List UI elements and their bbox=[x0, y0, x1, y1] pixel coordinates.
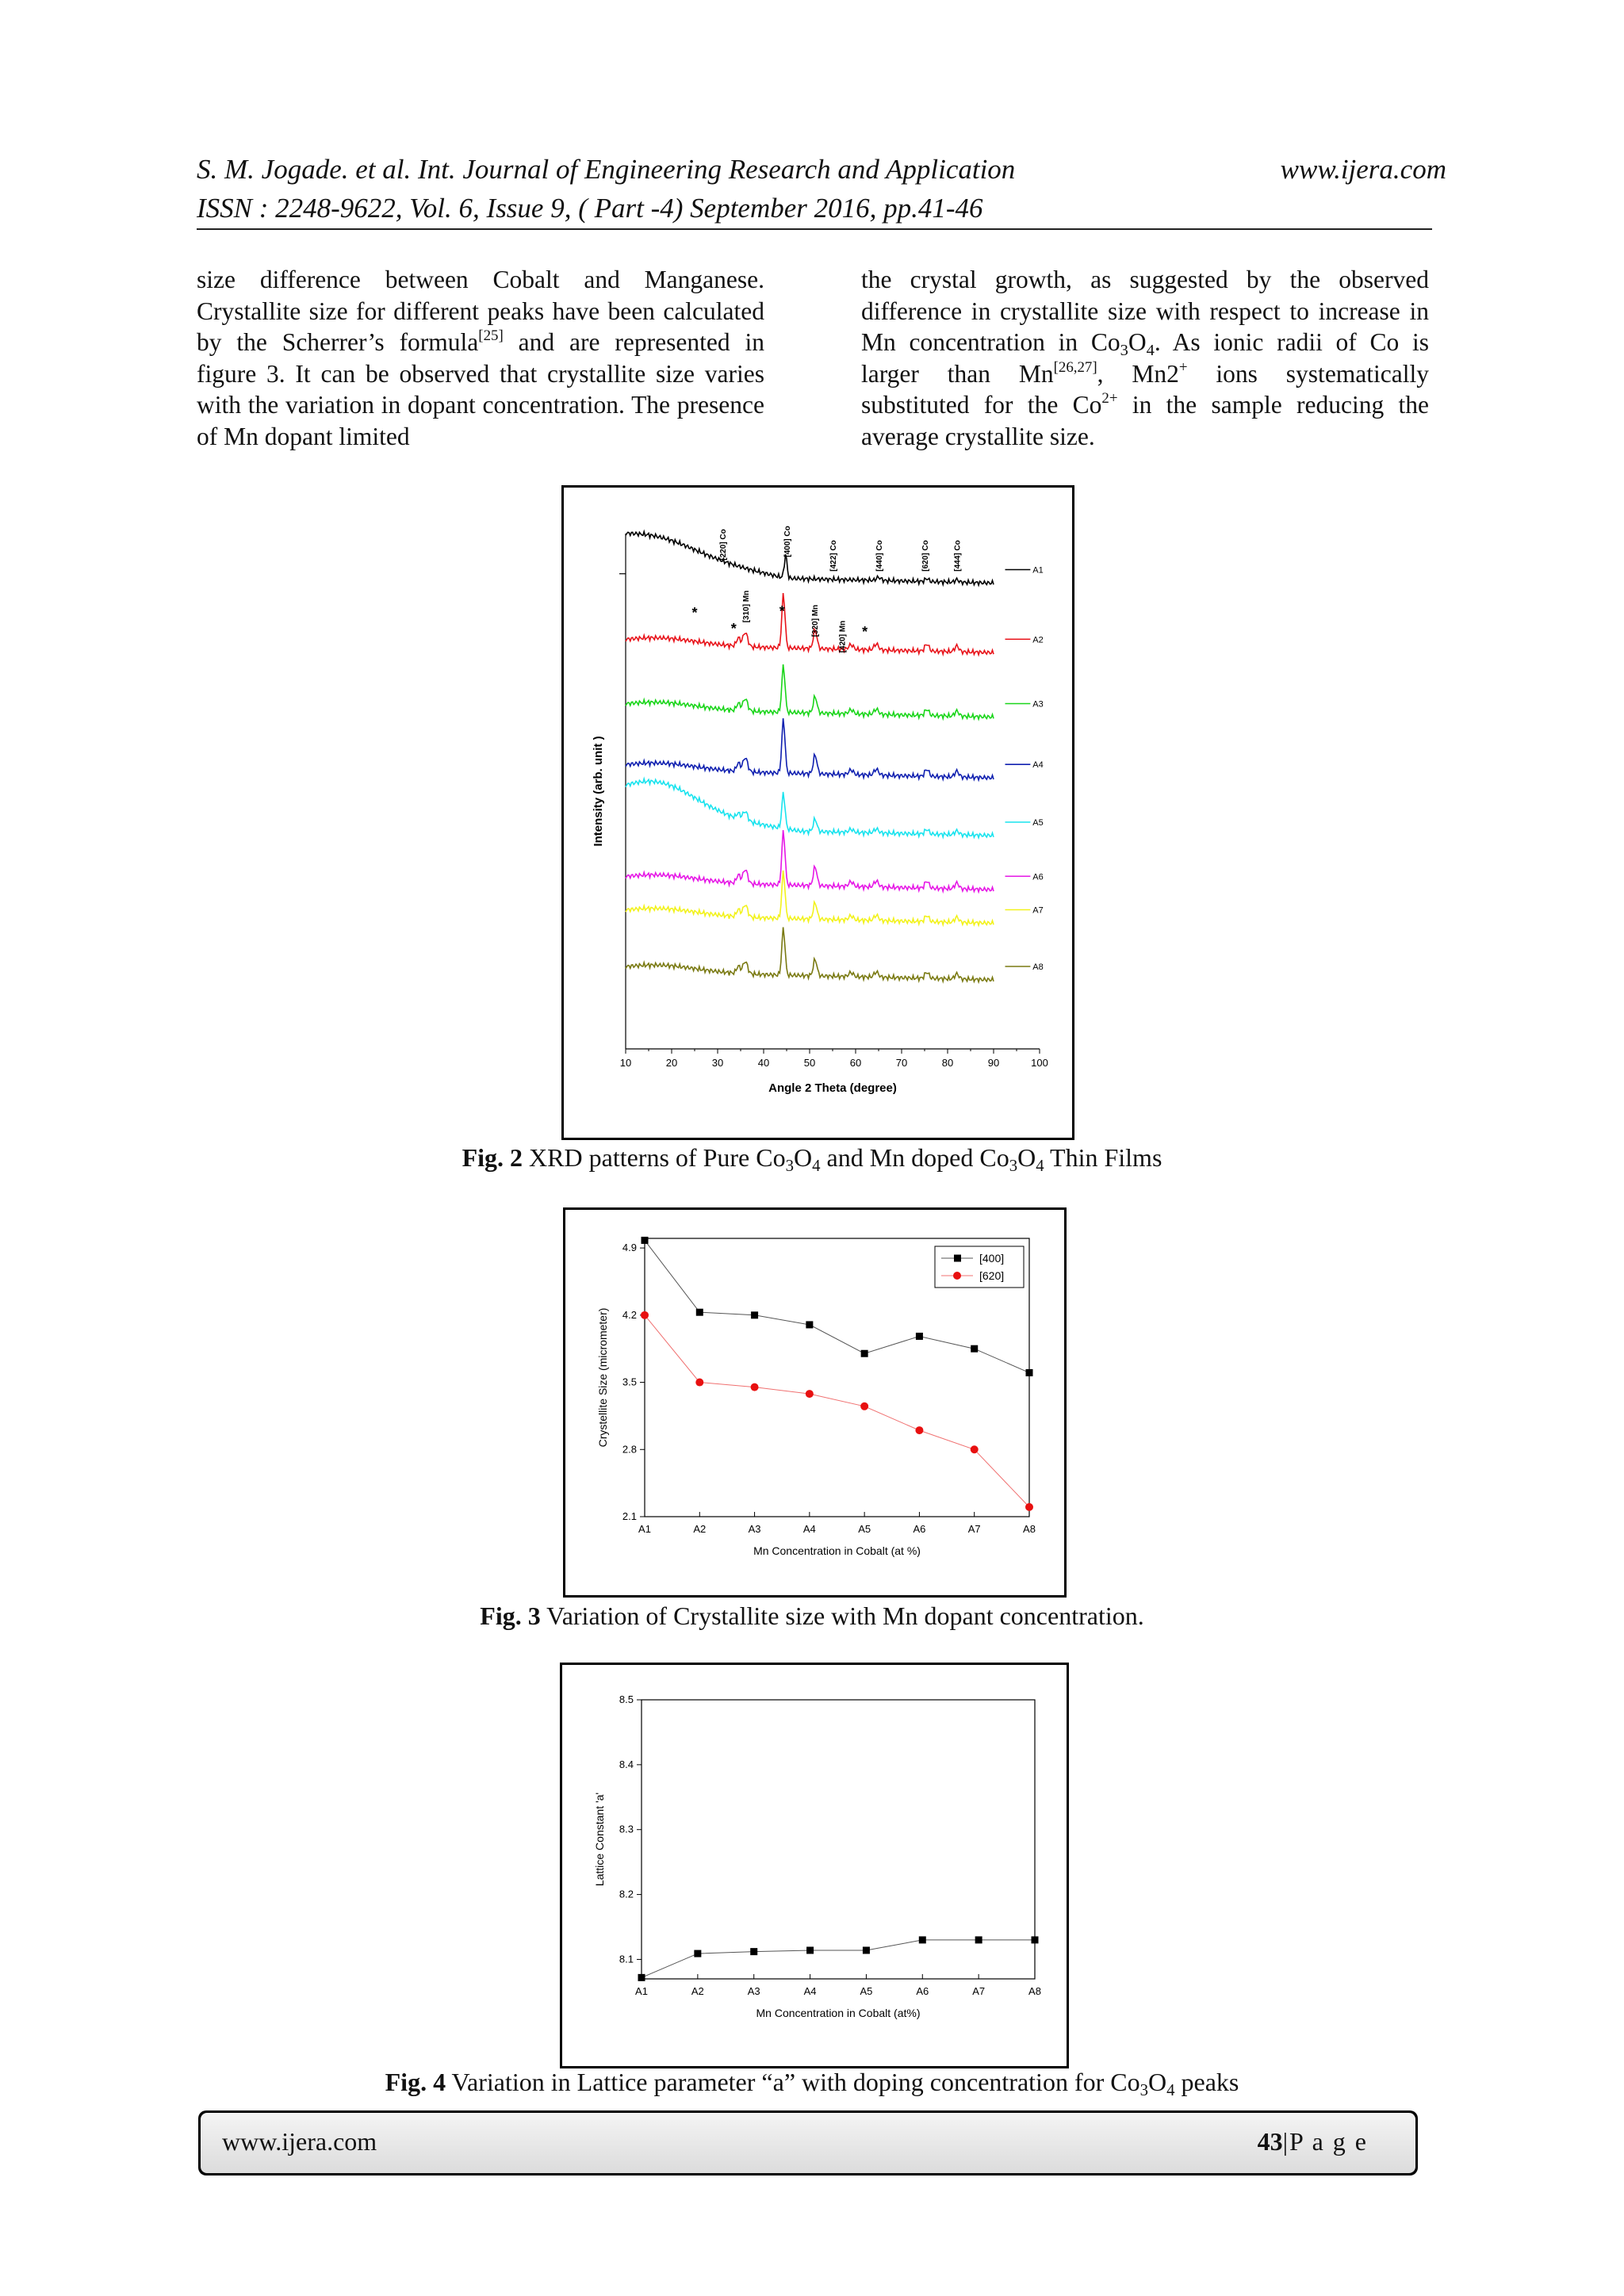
subscript: 3 bbox=[1009, 1157, 1018, 1176]
x-tick-label: A4 bbox=[803, 1985, 817, 1997]
data-point-square bbox=[806, 1321, 813, 1328]
x-tick-label: 20 bbox=[665, 1057, 678, 1069]
x-tick-label: A3 bbox=[747, 1985, 760, 1997]
x-tick-label: A5 bbox=[858, 1523, 871, 1535]
x-tick-label: A3 bbox=[748, 1523, 761, 1535]
x-axis-label: Angle 2 Theta (degree) bbox=[768, 1081, 897, 1095]
x-tick-label: A8 bbox=[1023, 1523, 1036, 1535]
x-tick-label: 60 bbox=[849, 1057, 862, 1069]
y-axis-label: Intensity (arb. unit ) bbox=[592, 736, 605, 847]
data-point-circle bbox=[695, 1379, 703, 1387]
y-axis-label: Lattice Constant 'a' bbox=[593, 1792, 606, 1887]
superscript: + bbox=[1178, 358, 1188, 376]
peak-annotation: [422] Co bbox=[829, 540, 838, 572]
x-tick-label: 80 bbox=[941, 1057, 954, 1069]
journal-citation: S. M. Jogade. et al. Int. Journal of Engineering Research and Application bbox=[197, 154, 1016, 185]
page-footer bbox=[198, 2110, 1418, 2175]
figure-3-frame bbox=[563, 1207, 1067, 1598]
legend-marker bbox=[953, 1272, 961, 1280]
legend-label-A6: A6 bbox=[1032, 872, 1044, 882]
caption-label: Fig. 4 bbox=[385, 2068, 446, 2096]
data-point-square bbox=[696, 1309, 703, 1316]
xrd-series-A6 bbox=[626, 830, 994, 892]
x-tick-label: 30 bbox=[711, 1057, 724, 1069]
x-tick-label: 70 bbox=[895, 1057, 908, 1069]
subscript: 3 bbox=[1139, 2081, 1148, 2100]
peak-annotation: [400] Co bbox=[783, 526, 792, 557]
data-point-circle bbox=[860, 1402, 868, 1410]
subscript: 3 bbox=[785, 1157, 794, 1176]
caption-label: Fig. 2 bbox=[462, 1143, 523, 1172]
y-tick-label: 4.9 bbox=[622, 1242, 637, 1254]
peak-star-marker: * bbox=[730, 621, 737, 637]
xrd-series-A5 bbox=[626, 779, 994, 837]
caption-label: Fig. 3 bbox=[480, 1601, 541, 1630]
legend-label-A1: A1 bbox=[1032, 565, 1044, 576]
text: in the sample reducing the average crystallite size. bbox=[861, 391, 1429, 450]
citation-ref[interactable]: [25] bbox=[478, 327, 504, 344]
y-tick-label: 3.5 bbox=[622, 1376, 637, 1388]
caption-text: O bbox=[793, 1143, 813, 1172]
citation-ref[interactable]: [26,27] bbox=[1053, 358, 1097, 376]
data-point-square bbox=[1032, 1936, 1039, 1943]
running-header-line2: ISSN : 2248-9622, Vol. 6, Issue 9, ( Part -4) September 2016, pp.41-46 bbox=[197, 193, 983, 224]
legend-label-A5: A5 bbox=[1032, 818, 1044, 828]
text: O bbox=[1128, 328, 1147, 356]
text: . As ionic radii of Co is larger than Mn bbox=[861, 328, 1429, 388]
lattice-constant-chart bbox=[562, 1665, 1067, 2066]
body-text-left-column bbox=[197, 264, 764, 452]
caption-text: peaks bbox=[1174, 2068, 1239, 2096]
y-axis-label: Crystellite Size (micrometer) bbox=[596, 1307, 609, 1448]
peak-star-marker: * bbox=[779, 603, 785, 619]
caption-text: Variation in Lattice parameter “a” with doping concentration for Co bbox=[446, 2068, 1140, 2096]
footer-bar bbox=[201, 2113, 1415, 2173]
subscript: 4 bbox=[1166, 2081, 1175, 2100]
figure-2-caption bbox=[0, 1142, 1624, 1176]
legend-label-A2: A2 bbox=[1032, 635, 1044, 645]
x-axis-label: Mn Concentration in Cobalt (at%) bbox=[756, 2007, 921, 2019]
figure-2-frame bbox=[561, 485, 1074, 1140]
xrd-series-A8 bbox=[626, 928, 994, 982]
data-point-square bbox=[750, 1948, 757, 1955]
legend-label: [620] bbox=[979, 1269, 1005, 1282]
legend-marker bbox=[954, 1255, 961, 1262]
series-line-[620] bbox=[645, 1315, 1029, 1507]
data-point-circle bbox=[1025, 1503, 1033, 1511]
legend-label: [400] bbox=[979, 1252, 1005, 1265]
data-point-square bbox=[751, 1311, 758, 1318]
text: ions systematically substituted for the Co bbox=[861, 359, 1429, 419]
caption-text: Thin Films bbox=[1044, 1143, 1162, 1172]
y-tick-label: 8.3 bbox=[619, 1823, 634, 1835]
text: size difference between Cobalt and Manganese. Crystallite size for different peaks have been calculated by the Scherrer’s formula bbox=[197, 266, 764, 356]
xrd-series-A4 bbox=[626, 718, 994, 780]
footer-website-link[interactable]: www.ijera.com bbox=[222, 2127, 377, 2156]
x-tick-label: A1 bbox=[635, 1985, 648, 1997]
data-point-square bbox=[916, 1333, 923, 1340]
y-tick-label: 8.5 bbox=[619, 1693, 634, 1705]
xrd-series-A2 bbox=[626, 590, 994, 655]
caption-text: O bbox=[1017, 1143, 1036, 1172]
body-text-right-column bbox=[861, 264, 1429, 452]
data-point-circle bbox=[915, 1426, 923, 1434]
caption-text: XRD patterns of Pure Co bbox=[523, 1143, 786, 1172]
caption-text: and Mn doped Co bbox=[820, 1143, 1009, 1172]
legend-label-A7: A7 bbox=[1032, 905, 1044, 916]
x-tick-label: A6 bbox=[916, 1985, 929, 1997]
x-tick-label: A5 bbox=[860, 1985, 873, 1997]
y-tick-label: 2.1 bbox=[622, 1510, 637, 1522]
data-point-square bbox=[1026, 1369, 1033, 1376]
peak-annotation: [440] Co bbox=[875, 540, 884, 572]
x-tick-label: A4 bbox=[802, 1523, 816, 1535]
x-tick-label: 100 bbox=[1031, 1057, 1048, 1069]
text: the crystal growth, as suggested by the observed difference in crystallite size with respect to increase in Mn concentration in Co bbox=[861, 266, 1429, 356]
xrd-series-A7 bbox=[626, 871, 994, 925]
page-number bbox=[1258, 2127, 1368, 2156]
journal-website[interactable]: www.ijera.com bbox=[1280, 154, 1446, 185]
text: and are represented in figure 3. It can be observed that crystallite size varies with the variation in dopant concentration. The presence of Mn dopant limited bbox=[197, 328, 764, 450]
text: , Mn2 bbox=[1097, 359, 1179, 388]
y-tick-label: 8.4 bbox=[619, 1758, 634, 1770]
subscript: 4 bbox=[812, 1157, 821, 1176]
series-line bbox=[642, 1940, 1035, 1978]
subscript: 4 bbox=[1036, 1157, 1044, 1176]
data-point-square bbox=[975, 1936, 982, 1943]
data-point-square bbox=[971, 1345, 978, 1353]
subscript: 3 bbox=[1120, 342, 1128, 360]
data-point-circle bbox=[751, 1383, 759, 1391]
superscript: 2+ bbox=[1101, 389, 1118, 407]
x-tick-label: A8 bbox=[1028, 1985, 1041, 1997]
x-tick-label: 40 bbox=[757, 1057, 770, 1069]
y-tick-label: 2.8 bbox=[622, 1443, 637, 1456]
legend-label-A8: A8 bbox=[1032, 962, 1044, 972]
running-header-line1 bbox=[197, 152, 1446, 187]
data-point-circle bbox=[641, 1311, 649, 1319]
x-tick-label: A2 bbox=[691, 1985, 704, 1997]
x-tick-label: A7 bbox=[972, 1985, 986, 1997]
header-divider bbox=[197, 228, 1432, 230]
x-tick-label: A6 bbox=[913, 1523, 926, 1535]
crystallite-size-chart bbox=[565, 1210, 1064, 1595]
page-number-value: 43 bbox=[1257, 2127, 1283, 2156]
x-tick-label: A7 bbox=[967, 1523, 981, 1535]
data-point-square bbox=[861, 1350, 868, 1357]
data-point-square bbox=[642, 1237, 649, 1244]
peak-annotation: [420] Mn bbox=[838, 620, 848, 653]
page-label: |P a g e bbox=[1282, 2127, 1368, 2156]
data-point-square bbox=[863, 1946, 870, 1954]
data-point-square bbox=[919, 1936, 926, 1943]
figure-4-frame bbox=[560, 1663, 1069, 2068]
x-tick-label: 90 bbox=[987, 1057, 1000, 1069]
subscript: 4 bbox=[1146, 342, 1155, 360]
data-point-circle bbox=[806, 1390, 814, 1398]
legend-label-A3: A3 bbox=[1032, 699, 1044, 710]
y-tick-label: 8.2 bbox=[619, 1888, 634, 1900]
peak-annotation: [220] Co bbox=[718, 529, 728, 561]
x-tick-label: A2 bbox=[693, 1523, 707, 1535]
xrd-series-A3 bbox=[626, 664, 994, 719]
y-tick-label: 8.1 bbox=[619, 1953, 634, 1965]
data-point-square bbox=[694, 1950, 701, 1957]
x-tick-label: 50 bbox=[803, 1057, 816, 1069]
data-point-circle bbox=[971, 1445, 979, 1453]
figure-4-caption bbox=[0, 2066, 1624, 2098]
caption-text: Variation of Crystallite size with Mn dopant concentration. bbox=[540, 1601, 1144, 1630]
y-tick-label: 4.2 bbox=[622, 1308, 637, 1321]
x-axis-label: Mn Concentration in Cobalt (at %) bbox=[753, 1544, 921, 1557]
peak-annotation: [444] Co bbox=[953, 540, 963, 572]
peak-annotation: [620] Co bbox=[921, 540, 930, 572]
x-tick-label: 10 bbox=[619, 1057, 632, 1069]
peak-star-marker: * bbox=[862, 624, 868, 640]
legend-label-A4: A4 bbox=[1032, 760, 1044, 771]
peak-annotation: [320] Mn bbox=[810, 604, 820, 637]
peak-star-marker: * bbox=[691, 605, 698, 621]
xrd-series-A1 bbox=[626, 532, 994, 586]
caption-text: O bbox=[1148, 2068, 1167, 2096]
data-point-square bbox=[638, 1974, 645, 1981]
figure-3-caption bbox=[0, 1600, 1624, 1632]
xrd-pattern-chart bbox=[564, 488, 1072, 1138]
x-tick-label: A1 bbox=[638, 1523, 651, 1535]
peak-annotation: [310] Mn bbox=[741, 590, 751, 623]
data-point-square bbox=[806, 1946, 814, 1954]
